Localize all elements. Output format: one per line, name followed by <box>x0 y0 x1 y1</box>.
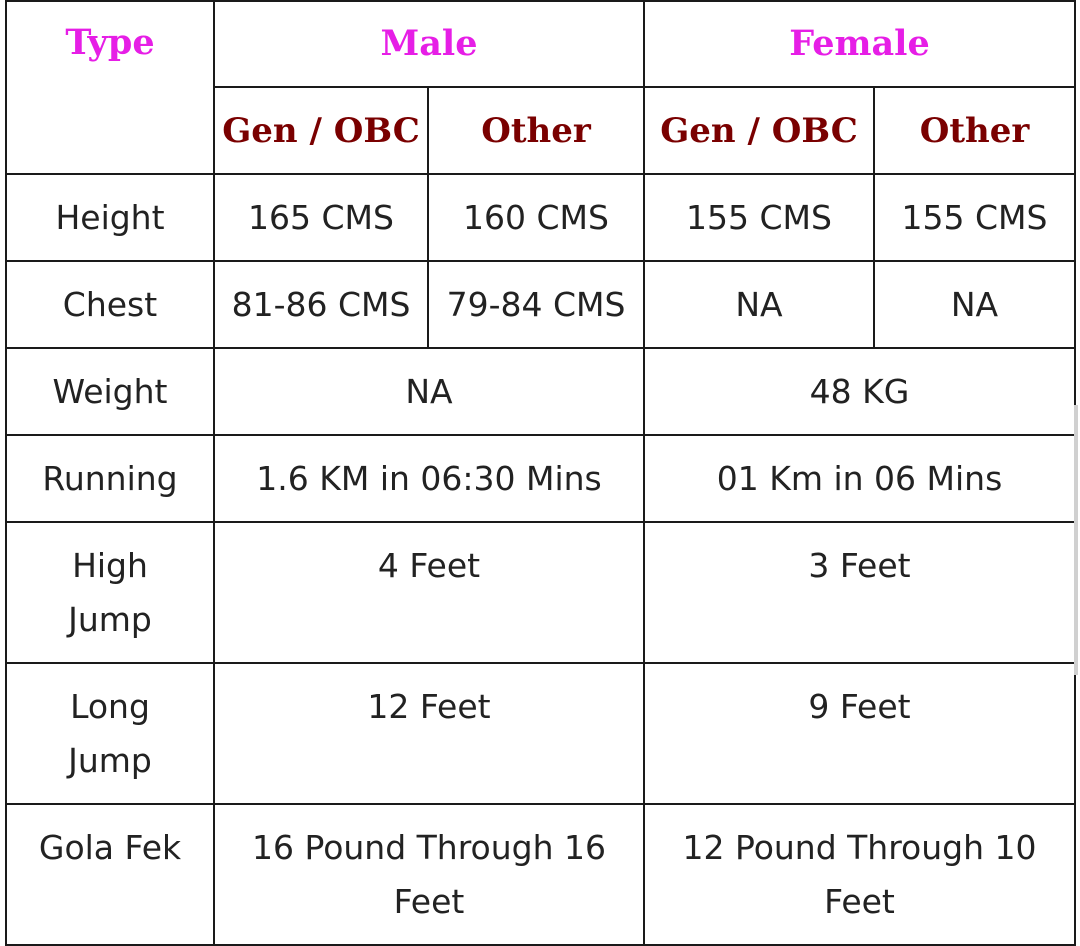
cell-chest-male-gen: 81-86 CMS <box>214 261 428 348</box>
row-label-height: Height <box>6 174 214 261</box>
row-label-gola-fek: Gola Fek <box>6 804 214 945</box>
cell-weight-female: 48 KG <box>644 348 1075 435</box>
cell-gola-fek-male-line1: 16 Pound Through 16 <box>251 828 607 867</box>
header-row-main <box>6 1 1075 87</box>
cell-chest-male-other: 79-84 CMS <box>428 261 644 348</box>
row-label-weight: Weight <box>6 348 214 435</box>
cell-height-female-gen: 155 CMS <box>644 174 874 261</box>
row-label-long-jump-line2: Jump <box>68 741 152 780</box>
subheader-male-gen-obc: Gen / OBC <box>214 87 428 174</box>
header-male: Male <box>214 1 644 87</box>
subheader-female-gen-obc: Gen / OBC <box>644 87 874 174</box>
cell-high-jump-male: 4 Feet <box>214 522 644 663</box>
scrollbar-thumb[interactable] <box>1074 405 1078 675</box>
subheader-female-other: Other <box>874 87 1075 174</box>
cell-height-male-other: 160 CMS <box>428 174 644 261</box>
row-label-chest: Chest <box>6 261 214 348</box>
table-row-gola-fek <box>6 804 1075 945</box>
cell-chest-female-other: NA <box>874 261 1075 348</box>
row-label-high-jump-line2: Jump <box>68 600 152 639</box>
row-label-long-jump <box>6 663 214 804</box>
table-row-height <box>6 174 1075 261</box>
table-row-chest <box>6 261 1075 348</box>
table-row-weight <box>6 348 1075 435</box>
cell-high-jump-female: 3 Feet <box>644 522 1075 663</box>
cell-height-female-other: 155 CMS <box>874 174 1075 261</box>
cell-chest-female-gen: NA <box>644 261 874 348</box>
row-label-running: Running <box>6 435 214 522</box>
cell-gola-fek-female-line2: Feet <box>824 882 895 921</box>
cell-gola-fek-female-line1: 12 Pound Through 10 <box>682 828 1037 867</box>
cell-gola-fek-female <box>644 804 1075 945</box>
header-type: Type <box>6 1 214 174</box>
table-row-long-jump <box>6 663 1075 804</box>
cell-gola-fek-male-line2: Feet <box>393 882 465 921</box>
row-label-long-jump-line1: Long <box>70 687 150 726</box>
cell-long-jump-male: 12 Feet <box>214 663 644 804</box>
cell-running-male: 1.6 KM in 06:30 Mins <box>214 435 644 522</box>
physical-standards-table <box>5 0 1076 946</box>
header-female: Female <box>644 1 1075 87</box>
row-label-high-jump-line1: High <box>72 546 148 585</box>
table-row-running <box>6 435 1075 522</box>
cell-long-jump-female: 9 Feet <box>644 663 1075 804</box>
cell-height-male-gen: 165 CMS <box>214 174 428 261</box>
cell-weight-male: NA <box>214 348 644 435</box>
table-row-high-jump <box>6 522 1075 663</box>
subheader-male-other: Other <box>428 87 644 174</box>
row-label-high-jump <box>6 522 214 663</box>
cell-running-female: 01 Km in 06 Mins <box>644 435 1075 522</box>
cell-gola-fek-male <box>214 804 644 945</box>
